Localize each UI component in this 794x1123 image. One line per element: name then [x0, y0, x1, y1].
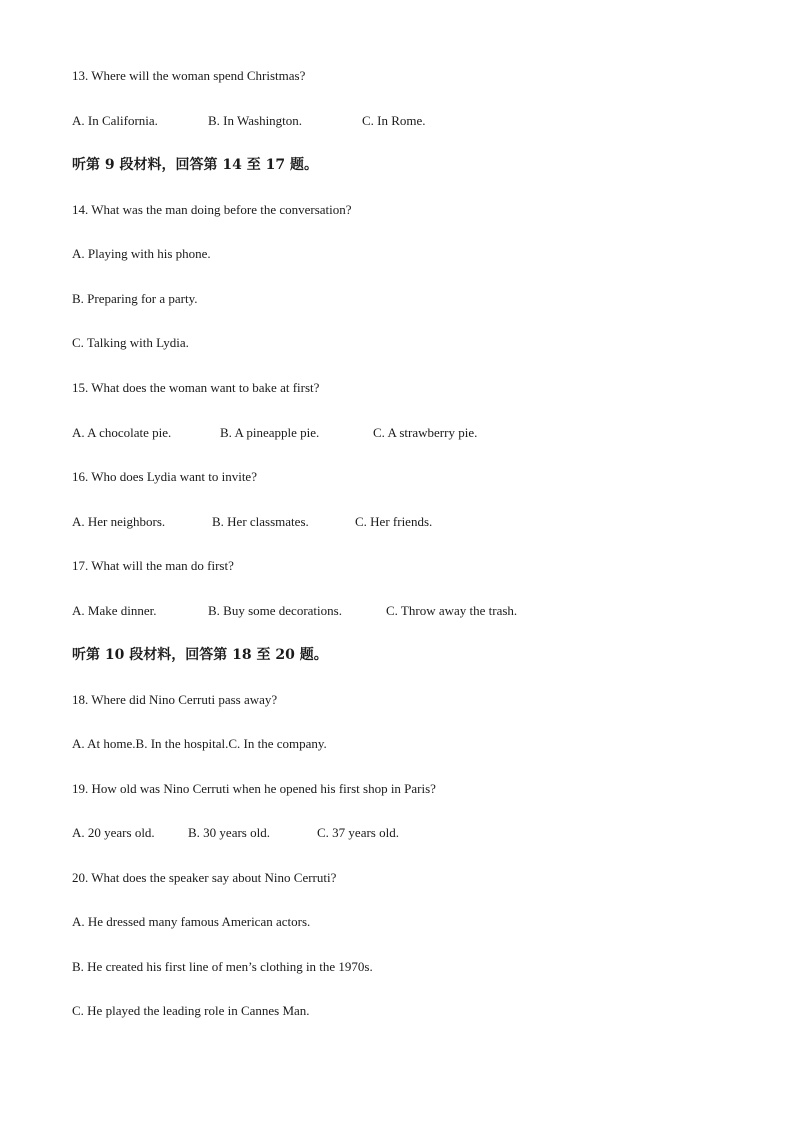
option-14-c: C. Talking with Lydia.	[72, 335, 189, 350]
option-15-b: B. A pineapple pie.	[220, 425, 320, 440]
question-18: 18. Where did Nino Cerruti pass away?	[72, 692, 278, 707]
question-19: 19. How old was Nino Cerruti when he opened his first shop in Paris?	[72, 781, 436, 796]
question-16: 16. Who does Lydia want to invite?	[72, 469, 257, 484]
option-20-b: B. He created his first line of men’s clothing in the 1970s.	[72, 959, 373, 974]
section-heading-9: 听第 9 段材料，回答第 14 至 17 题。	[72, 157, 318, 173]
option-20-c: C. He played the leading role in Cannes Man.	[72, 1003, 310, 1018]
option-17-a: A. Make dinner.	[72, 603, 157, 618]
option-20-a: A. He dressed many famous American actors.	[72, 914, 311, 929]
option-17-c: C. Throw away the trash.	[386, 603, 518, 618]
option-19-c: C. 37 years old.	[317, 825, 399, 840]
question-17: 17. What will the man do first?	[72, 558, 234, 573]
option-19-b: B. 30 years old.	[188, 825, 270, 840]
option-13-c: C. In Rome.	[362, 113, 426, 128]
option-19-a: A. 20 years old.	[72, 825, 155, 840]
option-16-b: B. Her classmates.	[212, 514, 309, 529]
options-18: A. At home.B. In the hospital.C. In the company.	[72, 736, 327, 751]
option-17-b: B. Buy some decorations.	[208, 603, 342, 618]
question-14: 14. What was the man doing before the conversation?	[72, 202, 352, 217]
option-13-b: B. In Washington.	[208, 113, 303, 128]
option-16-a: A. Her neighbors.	[72, 514, 166, 529]
question-15: 15. What does the woman want to bake at first?	[72, 380, 320, 395]
option-14-b: B. Preparing for a party.	[72, 291, 198, 306]
option-13-a: A. In California.	[72, 113, 158, 128]
option-15-c: C. A strawberry pie.	[373, 425, 478, 440]
option-16-c: C. Her friends.	[355, 514, 433, 529]
option-15-a: A. A chocolate pie.	[72, 425, 172, 440]
question-20: 20. What does the speaker say about Nino Cerruti?	[72, 870, 337, 885]
section-heading-10: 听第 10 段材料，回答第 18 至 20 题。	[72, 647, 328, 663]
question-13: 13. Where will the woman spend Christmas?	[72, 68, 306, 83]
option-14-a: A. Playing with his phone.	[72, 246, 211, 261]
